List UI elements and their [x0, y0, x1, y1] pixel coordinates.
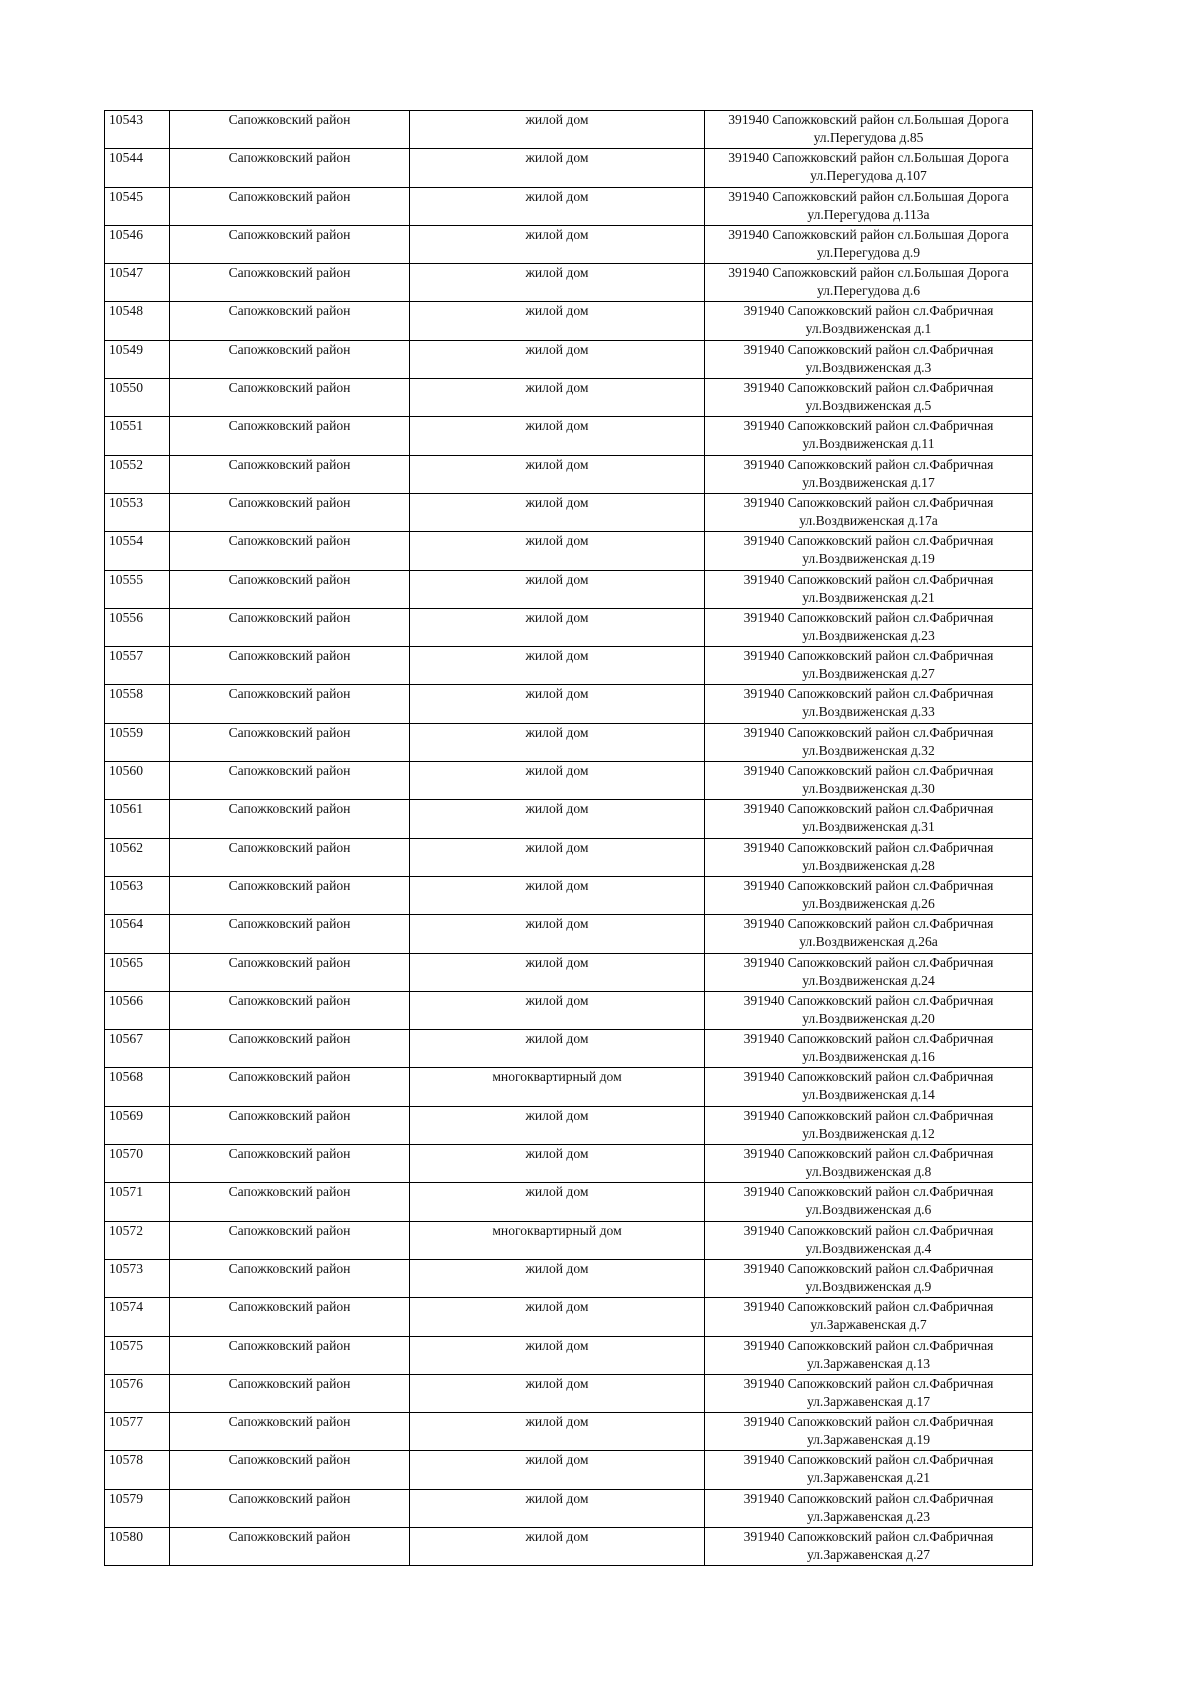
address-line-2: ул.Воздвиженская д.23 — [802, 627, 935, 643]
district-name: Сапожковский район — [170, 953, 410, 991]
record-number: 10559 — [105, 723, 170, 761]
address-line-2: ул.Перегудова д.85 — [813, 130, 924, 145]
address-line-1: 391940 Сапожковский район сл.Фабричная — [743, 494, 994, 510]
record-number: 10555 — [105, 570, 170, 608]
record-number: 10545 — [105, 187, 170, 225]
record-number: 10554 — [105, 532, 170, 570]
registry-body — [105, 111, 1033, 1566]
address-line-1: 391940 Сапожковский район сл.Большая Дорога — [728, 265, 1009, 281]
district-name: Сапожковский район — [170, 685, 410, 723]
address-line-2: ул.Воздвиженская д.12 — [802, 1125, 935, 1141]
address-line-2: ул.Воздвиженская д.24 — [802, 972, 935, 988]
address-line-2: ул.Заржавенская д.13 — [806, 1355, 931, 1371]
address — [705, 1336, 1033, 1374]
address-line-2: ул.Воздвиженская д.1 — [805, 321, 932, 337]
record-number: 10578 — [105, 1451, 170, 1489]
address-line-2: ул.Воздвиженская д.21 — [802, 589, 935, 605]
record-number: 10560 — [105, 762, 170, 800]
table-row — [105, 264, 1033, 302]
address-line-2: ул.Воздвиженская д.26 — [802, 895, 935, 911]
building-type: жилой дом — [410, 1298, 705, 1336]
table-row — [105, 1183, 1033, 1221]
address-line-1: 391940 Сапожковский район сл.Фабричная — [743, 1107, 994, 1123]
address-line-1: 391940 Сапожковский район сл.Фабричная — [743, 724, 994, 740]
address — [705, 149, 1033, 187]
address-line-2: ул.Воздвиженская д.19 — [802, 551, 935, 567]
address-line-1: 391940 Сапожковский район сл.Большая Дорога — [728, 112, 1009, 127]
address-line-1: 391940 Сапожковский район сл.Фабричная — [743, 1069, 994, 1085]
address-line-1: 391940 Сапожковский район сл.Фабричная — [743, 1528, 994, 1544]
district-name: Сапожковский район — [170, 915, 410, 953]
district-name: Сапожковский район — [170, 1145, 410, 1183]
building-type: жилой дом — [410, 264, 705, 302]
address-line-1: 391940 Сапожковский район сл.Фабричная — [743, 1031, 994, 1047]
address-line-2: ул.Воздвиженская д.28 — [802, 857, 935, 873]
address-line-2: ул.Перегудова д.107 — [810, 168, 927, 184]
record-number: 10544 — [105, 149, 170, 187]
building-type: жилой дом — [410, 647, 705, 685]
address-line-2: ул.Воздвиженская д.16 — [802, 1049, 935, 1065]
address — [705, 111, 1033, 149]
building-type: жилой дом — [410, 417, 705, 455]
address — [705, 685, 1033, 723]
address-line-1: 391940 Сапожковский район сл.Фабричная — [743, 954, 994, 970]
building-type: жилой дом — [410, 1030, 705, 1068]
district-name: Сапожковский район — [170, 1527, 410, 1565]
district-name: Сапожковский район — [170, 417, 410, 455]
record-number: 10561 — [105, 800, 170, 838]
record-number: 10548 — [105, 302, 170, 340]
building-type: жилой дом — [410, 1489, 705, 1527]
address — [705, 340, 1033, 378]
address-line-2: ул.Воздвиженская д.17 — [802, 474, 935, 490]
district-name: Сапожковский район — [170, 1374, 410, 1412]
address-line-1: 391940 Сапожковский район сл.Фабричная — [743, 877, 994, 893]
address — [705, 800, 1033, 838]
table-row — [105, 838, 1033, 876]
building-type: жилой дом — [410, 1259, 705, 1297]
record-number: 10564 — [105, 915, 170, 953]
address — [705, 608, 1033, 646]
record-number: 10552 — [105, 455, 170, 493]
building-type: жилой дом — [410, 1374, 705, 1412]
district-name: Сапожковский район — [170, 149, 410, 187]
building-type: жилой дом — [410, 532, 705, 570]
address-line-1: 391940 Сапожковский район сл.Фабричная — [743, 1146, 994, 1162]
table-row — [105, 455, 1033, 493]
address — [705, 493, 1033, 531]
table-row — [105, 608, 1033, 646]
address — [705, 723, 1033, 761]
district-name: Сапожковский район — [170, 493, 410, 531]
building-type: жилой дом — [410, 111, 705, 149]
address-line-1: 391940 Сапожковский район сл.Фабричная — [743, 763, 994, 779]
address — [705, 532, 1033, 570]
district-name: Сапожковский район — [170, 1183, 410, 1221]
building-type: жилой дом — [410, 953, 705, 991]
district-name: Сапожковский район — [170, 800, 410, 838]
table-row — [105, 762, 1033, 800]
district-name: Сапожковский район — [170, 532, 410, 570]
address-line-2: ул.Воздвиженская д.14 — [802, 1087, 935, 1103]
address-line-2: ул.Заржавенская д.21 — [806, 1470, 931, 1486]
district-name: Сапожковский район — [170, 1413, 410, 1451]
address-line-2: ул.Воздвиженская д.31 — [802, 819, 935, 835]
address-line-2: ул.Заржавенская д.17 — [806, 1393, 931, 1409]
table-row — [105, 225, 1033, 263]
building-type: жилой дом — [410, 876, 705, 914]
address-line-2: ул.Воздвиженская д.5 — [805, 398, 932, 414]
record-number: 10570 — [105, 1145, 170, 1183]
record-number: 10557 — [105, 647, 170, 685]
table-row — [105, 800, 1033, 838]
address-line-1: 391940 Сапожковский район сл.Большая Дорога — [728, 226, 1009, 242]
address-line-1: 391940 Сапожковский район сл.Фабричная — [743, 533, 994, 549]
building-type: жилой дом — [410, 455, 705, 493]
address-line-1: 391940 Сапожковский район сл.Фабричная — [743, 571, 994, 587]
district-name: Сапожковский район — [170, 570, 410, 608]
building-type: жилой дом — [410, 1145, 705, 1183]
address — [705, 762, 1033, 800]
housing-registry-table — [104, 110, 1033, 1566]
address-line-1: 391940 Сапожковский район сл.Фабричная — [743, 916, 994, 932]
address-line-1: 391940 Сапожковский район сл.Фабричная — [743, 839, 994, 855]
table-row — [105, 685, 1033, 723]
address-line-1: 391940 Сапожковский район сл.Фабричная — [743, 648, 994, 664]
table-row — [105, 991, 1033, 1029]
address-line-1: 391940 Сапожковский район сл.Фабричная — [743, 1184, 994, 1200]
record-number: 10567 — [105, 1030, 170, 1068]
address — [705, 1221, 1033, 1259]
table-row — [105, 1106, 1033, 1144]
district-name: Сапожковский район — [170, 264, 410, 302]
building-type: жилой дом — [410, 762, 705, 800]
district-name: Сапожковский район — [170, 991, 410, 1029]
building-type: жилой дом — [410, 915, 705, 953]
building-type: жилой дом — [410, 570, 705, 608]
district-name: Сапожковский район — [170, 455, 410, 493]
address-line-2: ул.Перегудова д.6 — [816, 283, 921, 299]
record-number: 10551 — [105, 417, 170, 455]
district-name: Сапожковский район — [170, 608, 410, 646]
address — [705, 991, 1033, 1029]
district-name: Сапожковский район — [170, 302, 410, 340]
record-number: 10574 — [105, 1298, 170, 1336]
address — [705, 876, 1033, 914]
address-line-2: ул.Воздвиженская д.33 — [802, 704, 935, 720]
record-number: 10553 — [105, 493, 170, 531]
address — [705, 455, 1033, 493]
table-row — [105, 1259, 1033, 1297]
address — [705, 417, 1033, 455]
address-line-2: ул.Воздвиженская д.4 — [805, 1240, 932, 1256]
address-line-1: 391940 Сапожковский район сл.Фабричная — [743, 1414, 994, 1430]
record-number: 10556 — [105, 608, 170, 646]
address-line-2: ул.Воздвиженская д.11 — [802, 436, 935, 452]
address — [705, 1527, 1033, 1565]
building-type: жилой дом — [410, 723, 705, 761]
address-line-2: ул.Перегудова д.113а — [807, 206, 930, 222]
address — [705, 1068, 1033, 1106]
record-number: 10579 — [105, 1489, 170, 1527]
address-line-1: 391940 Сапожковский район сл.Фабричная — [743, 1260, 994, 1276]
address-line-1: 391940 Сапожковский район сл.Фабричная — [743, 380, 994, 396]
building-type: жилой дом — [410, 187, 705, 225]
district-name: Сапожковский район — [170, 1106, 410, 1144]
address-line-2: ул.Воздвиженская д.27 — [802, 666, 935, 682]
building-type: жилой дом — [410, 149, 705, 187]
table-row — [105, 1298, 1033, 1336]
table-row — [105, 647, 1033, 685]
building-type: жилой дом — [410, 685, 705, 723]
district-name: Сапожковский район — [170, 1298, 410, 1336]
record-number: 10569 — [105, 1106, 170, 1144]
address — [705, 187, 1033, 225]
district-name: Сапожковский район — [170, 1221, 410, 1259]
table-row — [105, 1489, 1033, 1527]
address-line-2: ул.Воздвиженская д.8 — [805, 1164, 932, 1180]
record-number: 10580 — [105, 1527, 170, 1565]
table-row — [105, 493, 1033, 531]
building-type: жилой дом — [410, 225, 705, 263]
address-line-1: 391940 Сапожковский район сл.Фабричная — [743, 686, 994, 702]
district-name: Сапожковский район — [170, 647, 410, 685]
building-type: жилой дом — [410, 1183, 705, 1221]
building-type: жилой дом — [410, 1527, 705, 1565]
table-row — [105, 149, 1033, 187]
building-type: жилой дом — [410, 493, 705, 531]
address-line-1: 391940 Сапожковский район сл.Фабричная — [743, 1337, 994, 1353]
address — [705, 915, 1033, 953]
record-number: 10558 — [105, 685, 170, 723]
record-number: 10547 — [105, 264, 170, 302]
building-type: жилой дом — [410, 608, 705, 646]
district-name: Сапожковский район — [170, 1030, 410, 1068]
address-line-2: ул.Воздвиженская д.17а — [799, 512, 938, 528]
address-line-2: ул.Воздвиженская д.6 — [805, 1202, 932, 1218]
district-name: Сапожковский район — [170, 838, 410, 876]
district-name: Сапожковский район — [170, 876, 410, 914]
address — [705, 1489, 1033, 1527]
address-line-1: 391940 Сапожковский район сл.Фабричная — [743, 609, 994, 625]
address-line-1: 391940 Сапожковский район сл.Фабричная — [743, 1299, 994, 1315]
district-name: Сапожковский район — [170, 1489, 410, 1527]
record-number: 10563 — [105, 876, 170, 914]
district-name: Сапожковский район — [170, 762, 410, 800]
address-line-1: 391940 Сапожковский район сл.Фабричная — [743, 801, 994, 817]
table-row — [105, 379, 1033, 417]
building-type: жилой дом — [410, 1451, 705, 1489]
table-row — [105, 1145, 1033, 1183]
address-line-2: ул.Воздвиженская д.20 — [802, 1010, 935, 1026]
building-type: жилой дом — [410, 800, 705, 838]
district-name: Сапожковский район — [170, 379, 410, 417]
table-row — [105, 532, 1033, 570]
table-row — [105, 1336, 1033, 1374]
address-line-2: ул.Воздвиженская д.32 — [802, 742, 935, 758]
address-line-2: ул.Воздвиженская д.3 — [805, 359, 932, 375]
table-row — [105, 302, 1033, 340]
address-line-1: 391940 Сапожковский район сл.Фабричная — [743, 992, 994, 1008]
address — [705, 1145, 1033, 1183]
record-number: 10577 — [105, 1413, 170, 1451]
record-number: 10575 — [105, 1336, 170, 1374]
address — [705, 1413, 1033, 1451]
building-type: жилой дом — [410, 991, 705, 1029]
building-type: жилой дом — [410, 302, 705, 340]
address — [705, 647, 1033, 685]
address-line-2: ул.Перегудова д.9 — [816, 244, 921, 260]
address-line-1: 391940 Сапожковский район сл.Большая Дорога — [728, 150, 1009, 166]
address — [705, 302, 1033, 340]
address — [705, 953, 1033, 991]
building-type: многоквартирный дом — [410, 1221, 705, 1259]
address — [705, 1374, 1033, 1412]
district-name: Сапожковский район — [170, 340, 410, 378]
address — [705, 1298, 1033, 1336]
document-page — [104, 110, 1032, 1566]
building-type: многоквартирный дом — [410, 1068, 705, 1106]
district-name: Сапожковский район — [170, 111, 410, 149]
table-row — [105, 1451, 1033, 1489]
table-row — [105, 1221, 1033, 1259]
address — [705, 838, 1033, 876]
address — [705, 264, 1033, 302]
address-line-1: 391940 Сапожковский район сл.Фабричная — [743, 1490, 994, 1506]
address-line-1: 391940 Сапожковский район сл.Фабричная — [743, 1452, 994, 1468]
address-line-1: 391940 Сапожковский район сл.Фабричная — [743, 456, 994, 472]
district-name: Сапожковский район — [170, 225, 410, 263]
address-line-1: 391940 Сапожковский район сл.Фабричная — [743, 303, 994, 319]
building-type: жилой дом — [410, 1413, 705, 1451]
table-row — [105, 1068, 1033, 1106]
address-line-2: ул.Заржавенская д.27 — [806, 1546, 931, 1562]
address — [705, 1451, 1033, 1489]
table-row — [105, 1030, 1033, 1068]
table-row — [105, 187, 1033, 225]
record-number: 10576 — [105, 1374, 170, 1412]
record-number: 10546 — [105, 225, 170, 263]
district-name: Сапожковский район — [170, 1336, 410, 1374]
address-line-2: ул.Заржавенская д.23 — [806, 1508, 931, 1524]
district-name: Сапожковский район — [170, 1068, 410, 1106]
address — [705, 1030, 1033, 1068]
record-number: 10566 — [105, 991, 170, 1029]
record-number: 10573 — [105, 1259, 170, 1297]
address-line-2: ул.Воздвиженская д.9 — [805, 1278, 932, 1294]
record-number: 10568 — [105, 1068, 170, 1106]
table-row — [105, 340, 1033, 378]
record-number: 10572 — [105, 1221, 170, 1259]
table-row — [105, 417, 1033, 455]
table-row — [105, 1374, 1033, 1412]
district-name: Сапожковский район — [170, 723, 410, 761]
address-line-2: ул.Воздвиженская д.30 — [802, 781, 935, 797]
address-line-1: 391940 Сапожковский район сл.Фабричная — [743, 1375, 994, 1391]
record-number: 10543 — [105, 111, 170, 149]
building-type: жилой дом — [410, 1336, 705, 1374]
table-row — [105, 723, 1033, 761]
address-line-2: ул.Заржавенская д.19 — [806, 1432, 931, 1448]
building-type: жилой дом — [410, 1106, 705, 1144]
address-line-2: ул.Заржавенская д.7 — [810, 1317, 927, 1333]
district-name: Сапожковский район — [170, 1451, 410, 1489]
record-number: 10562 — [105, 838, 170, 876]
record-number: 10549 — [105, 340, 170, 378]
address — [705, 379, 1033, 417]
table-row — [105, 570, 1033, 608]
address — [705, 225, 1033, 263]
record-number: 10565 — [105, 953, 170, 991]
address — [705, 1183, 1033, 1221]
address-line-1: 391940 Сапожковский район сл.Фабричная — [743, 341, 994, 357]
table-row — [105, 1527, 1033, 1565]
table-row — [105, 111, 1033, 149]
address — [705, 1259, 1033, 1297]
district-name: Сапожковский район — [170, 1259, 410, 1297]
building-type: жилой дом — [410, 340, 705, 378]
table-row — [105, 953, 1033, 991]
address-line-1: 391940 Сапожковский район сл.Фабричная — [743, 1222, 994, 1238]
address-line-2: ул.Воздвиженская д.26а — [799, 934, 938, 950]
record-number: 10571 — [105, 1183, 170, 1221]
address — [705, 570, 1033, 608]
table-row — [105, 876, 1033, 914]
address-line-1: 391940 Сапожковский район сл.Большая Дорога — [728, 188, 1009, 204]
building-type: жилой дом — [410, 838, 705, 876]
district-name: Сапожковский район — [170, 187, 410, 225]
building-type: жилой дом — [410, 379, 705, 417]
table-row — [105, 915, 1033, 953]
record-number: 10550 — [105, 379, 170, 417]
table-row — [105, 1413, 1033, 1451]
address-line-1: 391940 Сапожковский район сл.Фабричная — [743, 418, 994, 434]
address — [705, 1106, 1033, 1144]
